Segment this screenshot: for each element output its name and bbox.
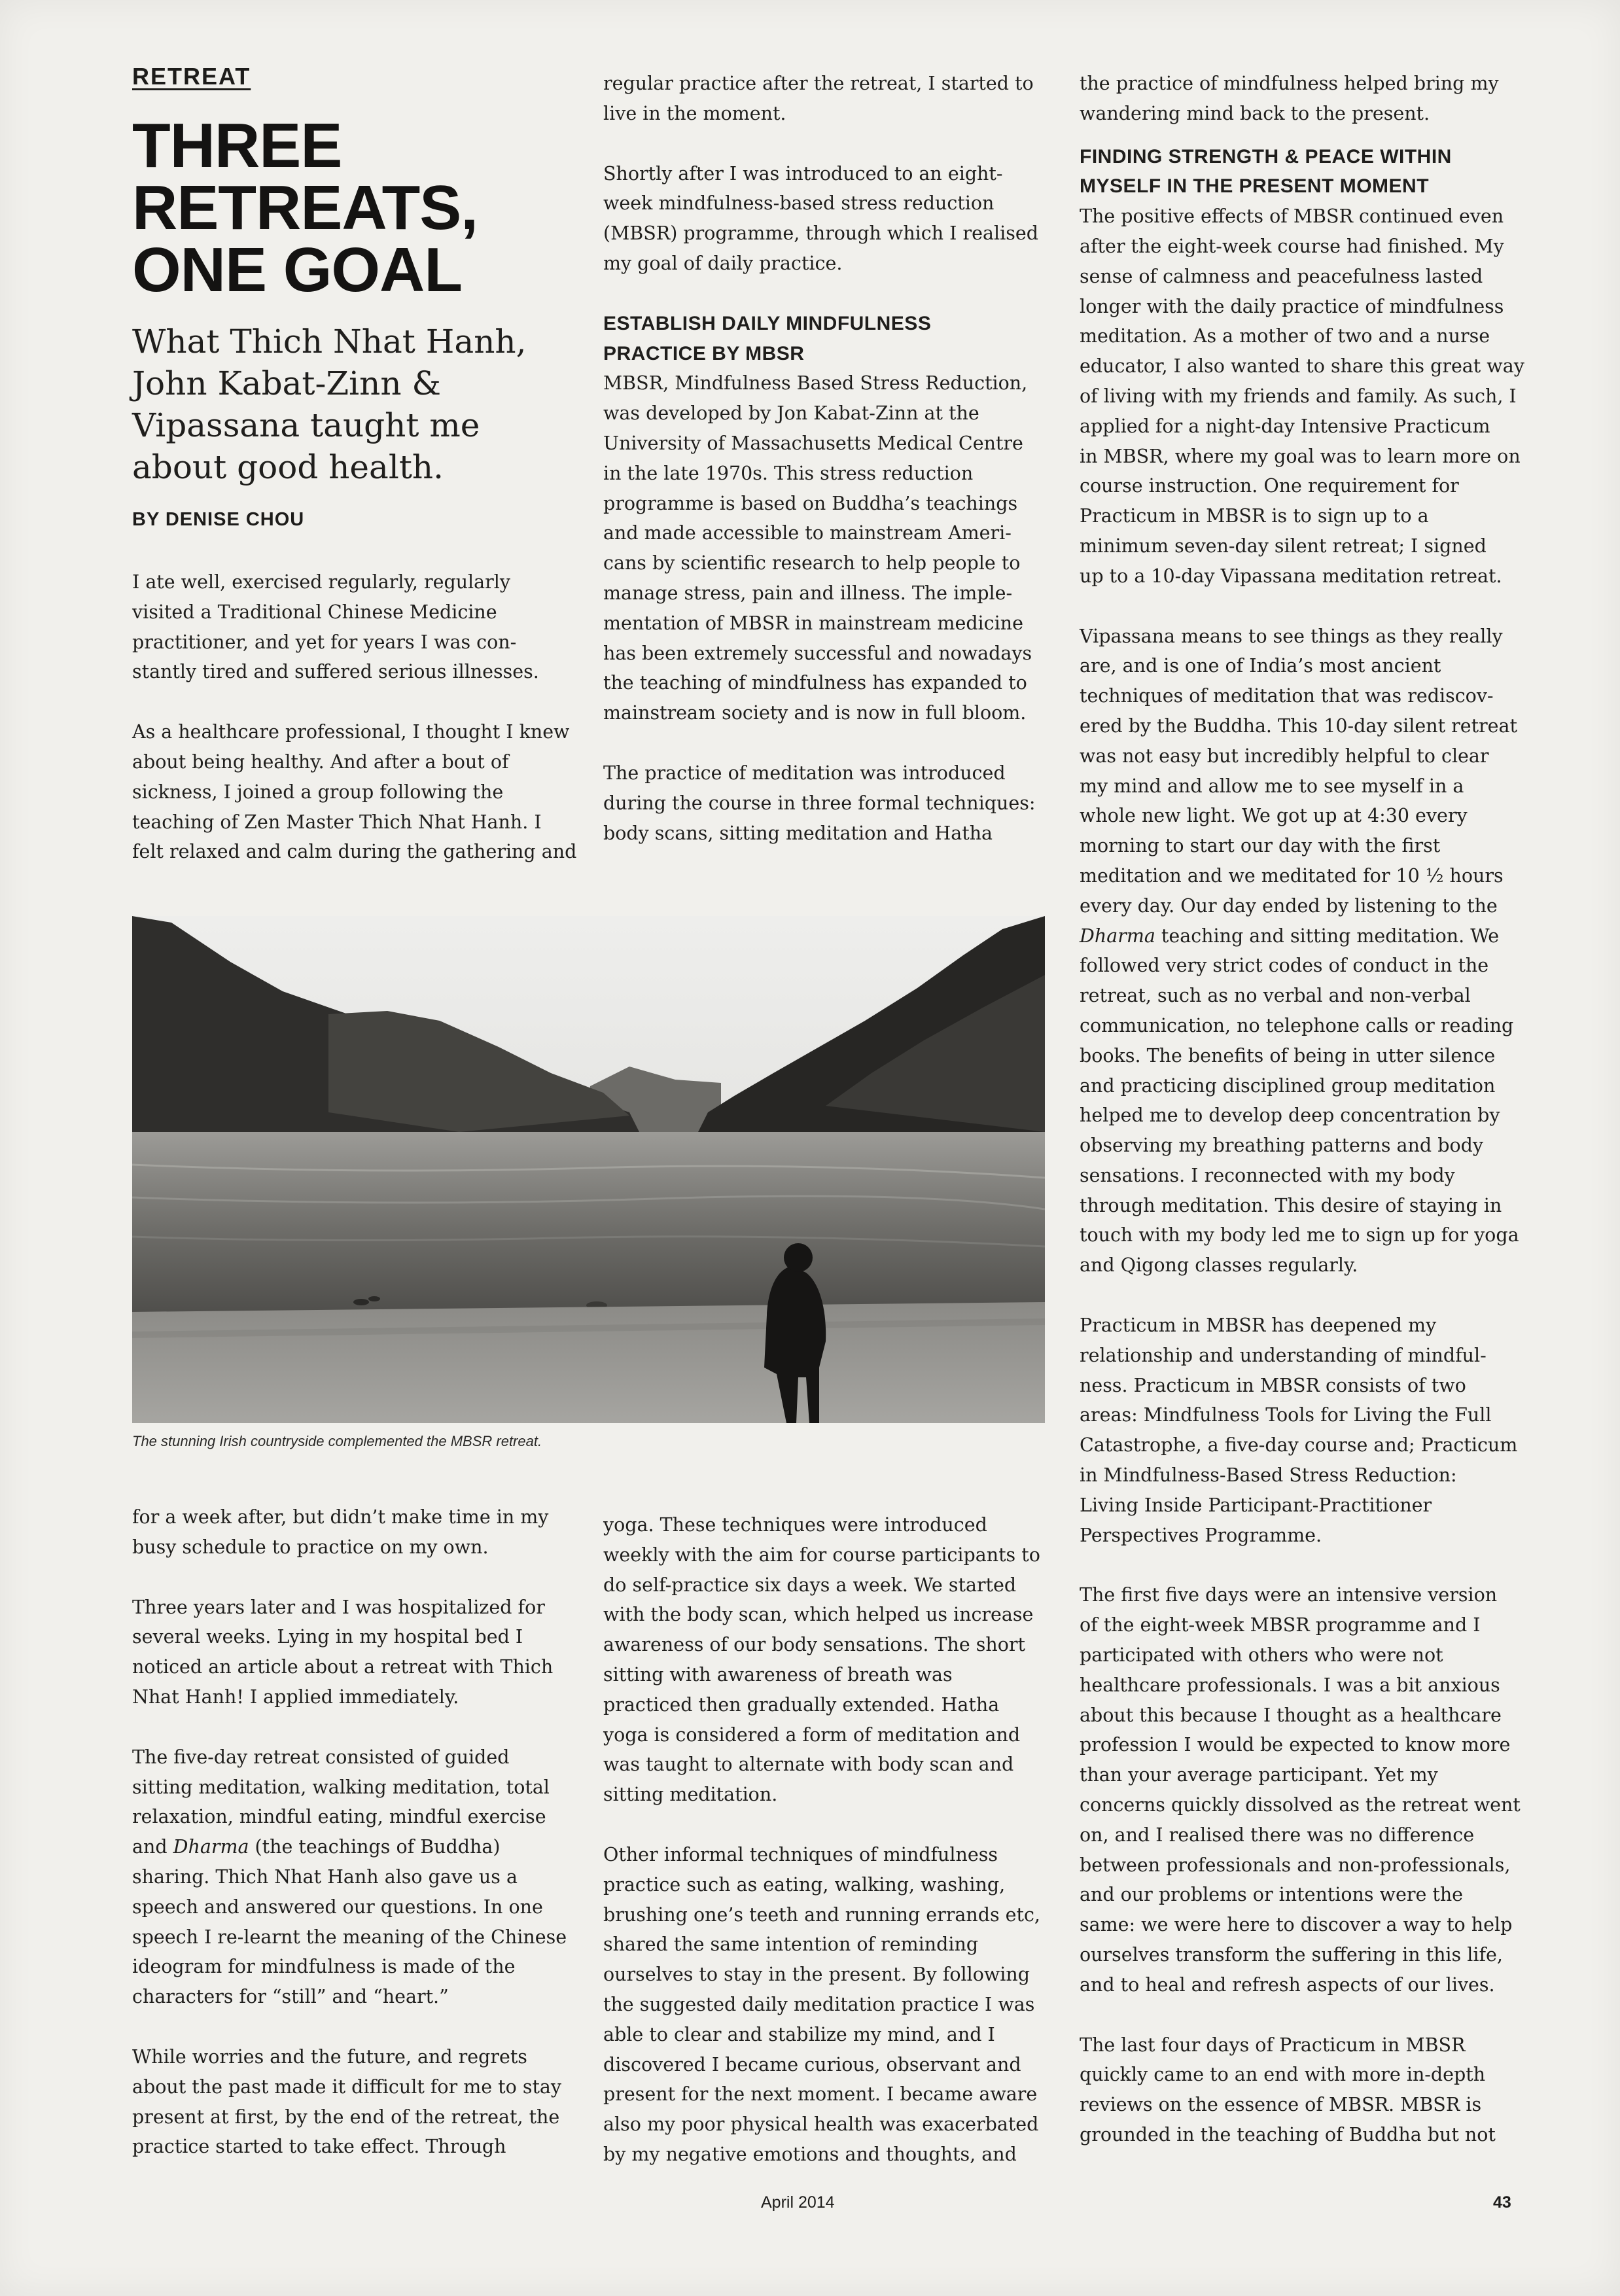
text-line: quickly came to an end with more in-depth: [1080, 2064, 1486, 2086]
text-line: and practicing disciplined group meditation: [1080, 1074, 1496, 1097]
text-line: yoga is considered a form of meditation and: [603, 1723, 1021, 1746]
standfirst-line: John Kabat-Zinn &: [132, 364, 441, 402]
text-line: my goal of daily practice.: [603, 252, 843, 274]
text-line: applied for a night-day Intensive Practicum: [1080, 415, 1490, 437]
text-line: practiced then gradually extended. Hatha: [603, 1693, 1000, 1716]
text-line: by my negative emotions and thoughts, and: [603, 2143, 1017, 2165]
text-line: manage stress, pain and illness. The imple-: [603, 582, 1013, 604]
text-line: Three years later and I was hospitalized for: [132, 1596, 545, 1618]
text-line: healthcare professionals. I was a bit anxious: [1080, 1674, 1500, 1696]
text-line: than your average participant. Yet my: [1080, 1764, 1438, 1786]
text-line: wandering mind back to the present.: [1080, 102, 1430, 124]
heading-line: MYSELF IN THE PRESENT MOMENT: [1080, 175, 1430, 198]
column-2-top: [603, 69, 1055, 848]
lake-landscape-image: [132, 916, 1045, 1423]
text-line: sense of calmness and peacefulness lasted: [1080, 265, 1483, 287]
text-line: profession I would be expected to know more: [1080, 1734, 1511, 1756]
paragraph: [132, 2042, 590, 2162]
text-line: University of Massachusetts Medical Centre: [603, 432, 1023, 454]
text-line: weekly with the aim for course participants to: [603, 1544, 1040, 1566]
text-line: also my poor physical health was exacerbated: [603, 2113, 1039, 2136]
text-line: after the eight-week course had finished. My: [1080, 235, 1504, 257]
text-line: sitting with awareness of breath was: [603, 1663, 953, 1686]
text-line: The five-day retreat consisted of guided: [132, 1746, 510, 1768]
section-heading: [1080, 142, 1531, 202]
text-line: Vipassana means to see things as they really: [1080, 625, 1503, 647]
paragraph: [603, 159, 1055, 279]
text-line: While worries and the future, and regrets: [132, 2045, 527, 2068]
text-line: course instruction. One requirement for: [1080, 475, 1459, 497]
text-line: Perspectives Programme.: [1080, 1524, 1322, 1546]
page-number: 43: [1493, 2193, 1511, 2212]
text-line: during the course in three formal techniques:: [603, 792, 1036, 814]
text-line: was developed by Jon Kabat-Zinn at the: [603, 402, 979, 425]
text-line: through meditation. This desire of staying in: [1080, 1194, 1502, 1216]
text-line: followed very strict codes of conduct in the: [1080, 955, 1489, 977]
text-line: every day. Our day ended by listening to the: [1080, 894, 1498, 917]
text-line: speech I re-learnt the meaning of the Chinese: [132, 1926, 567, 1948]
text-line: the teaching of mindfulness has expanded to: [603, 672, 1027, 694]
text-line: meditation. As a mother of two and a nurse: [1080, 325, 1490, 347]
text-line: and made accessible to mainstream Ameri-: [603, 522, 1012, 544]
text-line: Practicum in MBSR is to sign up to a: [1080, 505, 1429, 527]
text-line: The first five days were an intensive version: [1080, 1584, 1498, 1606]
text-line: The practice of meditation was introduced: [603, 762, 1006, 784]
paragraph: [1080, 202, 1531, 591]
byline: BY DENISE CHOU: [132, 509, 305, 530]
paragraph: [1080, 622, 1531, 1281]
text-line: Shortly after I was introduced to an eight-: [603, 162, 1003, 185]
text-line: several weeks. Lying in my hospital bed I: [132, 1626, 523, 1648]
text-line: sitting meditation.: [603, 1784, 778, 1806]
paragraph: [1080, 1580, 1531, 2000]
text-line: busy schedule to practice on my own.: [132, 1536, 489, 1558]
text-line: was taught to alternate with body scan and: [603, 1754, 1014, 1776]
text-line: yoga. These techniques were introduced: [603, 1514, 987, 1536]
text-line: Dharma teaching and sitting meditation. We: [1080, 925, 1500, 947]
text-line: present at first, by the end of the retreat, the: [132, 2106, 560, 2128]
column-1-bottom: [132, 1502, 590, 2162]
heading-line: PRACTICE BY MBSR: [603, 342, 805, 364]
text-line: Other informal techniques of mindfulness: [603, 1843, 998, 1865]
text-line: ideogram for mindfulness is made of the: [132, 1956, 516, 1978]
text-line: mainstream society and is now in full bloom.: [603, 702, 1027, 724]
text-line: was not easy but incredibly helpful to clear: [1080, 745, 1489, 767]
text-line: in MBSR, where my goal was to learn more on: [1080, 445, 1521, 467]
standfirst-line: What Thich Nhat Hanh,: [132, 323, 527, 361]
text-line: whole new light. We got up at 4:30 every: [1080, 805, 1468, 827]
text-line: books. The benefits of being in utter silence: [1080, 1044, 1496, 1067]
paragraph: [132, 1593, 590, 1712]
standfirst-line: Vipassana taught me: [132, 406, 480, 444]
headline-line: RETREATS,: [132, 173, 478, 243]
text-line: Practicum in MBSR has deepened my: [1080, 1315, 1437, 1337]
text-line: educator, I also wanted to share this great way: [1080, 355, 1524, 378]
text-line: participated with others who were not: [1080, 1644, 1443, 1667]
text-line: minimum seven-day silent retreat; I signed: [1080, 535, 1487, 557]
text-line: of the eight-week MBSR programme and I: [1080, 1614, 1481, 1636]
paragraph: [132, 1502, 590, 1563]
paragraph: [603, 368, 1055, 728]
text-line: in the late 1970s. This stress reduction: [603, 462, 974, 484]
text-line: reviews on the essence of MBSR. MBSR is: [1080, 2094, 1482, 2116]
section-kicker: RETREAT: [132, 63, 251, 90]
text-line: for a week after, but didn’t make time in my: [132, 1506, 549, 1528]
text-line: Catastrophe, a five-day course and; Practicum: [1080, 1434, 1518, 1457]
column-3: [1080, 69, 1531, 2150]
text-line: observing my breathing patterns and body: [1080, 1135, 1483, 1157]
text-line: and Dharma (the teachings of Buddha): [132, 1836, 501, 1858]
text-line: up to a 10-day Vipassana meditation retreat.: [1080, 565, 1502, 587]
text-line: live in the moment.: [603, 102, 786, 124]
text-line: noticed an article about a retreat with Thich: [132, 1656, 554, 1678]
text-line: teaching of Zen Master Thich Nhat Hanh. I: [132, 811, 542, 833]
text-line: my mind and allow me to see myself in a: [1080, 775, 1464, 797]
text-line: speech and answered our questions. In one: [132, 1896, 543, 1918]
text-line: techniques of meditation that was rediscov-: [1080, 685, 1494, 707]
text-line: awareness of our body sensations. The short: [603, 1634, 1025, 1656]
text-line: practitioner, and yet for years I was con-: [132, 631, 517, 653]
text-line: and Qigong classes regularly.: [1080, 1254, 1358, 1277]
text-line: shared the same intention of reminding: [603, 1934, 979, 1956]
issue-date: April 2014: [761, 2193, 835, 2212]
text-line: relationship and understanding of mindful-: [1080, 1344, 1487, 1366]
text-line: mentation of MBSR in mainstream medicine: [603, 612, 1023, 634]
paragraph: [603, 758, 1055, 848]
text-line: practice such as eating, walking, washing,: [603, 1873, 1006, 1896]
heading-line: FINDING STRENGTH & PEACE WITHIN: [1080, 145, 1452, 168]
paragraph: [1080, 69, 1531, 129]
text-line: felt relaxed and calm during the gathering and: [132, 841, 577, 863]
text-line: communication, no telephone calls or reading: [1080, 1014, 1514, 1036]
text-line: retreat, such as no verbal and non-verbal: [1080, 985, 1471, 1007]
text-line: has been extremely successful and nowadays: [603, 642, 1032, 664]
text-line: sharing. Thich Nhat Hanh also gave us a: [132, 1865, 518, 1888]
text-line: MBSR, Mindfulness Based Stress Reduction,: [603, 372, 1028, 395]
text-line: able to clear and stabilize my mind, and I: [603, 2023, 995, 2045]
standfirst: [132, 321, 584, 488]
text-line: characters for “still” and “heart.”: [132, 1986, 449, 2008]
text-line: of living with my friends and family. As such, I: [1080, 385, 1517, 407]
text-line: on, and I realised there was no difference: [1080, 1824, 1475, 1846]
text-line: with the body scan, which helped us increase: [603, 1604, 1034, 1626]
text-line: As a healthcare professional, I thought I knew: [132, 721, 570, 743]
text-line: ered by the Buddha. This 10-day silent retreat: [1080, 715, 1517, 737]
text-line: longer with the daily practice of mindfulness: [1080, 295, 1504, 317]
paragraph: [132, 1742, 590, 2012]
section-heading: [603, 309, 1055, 369]
text-line: about the past made it difficult for me to stay: [132, 2075, 562, 2098]
text-line: about this because I thought as a healthcare: [1080, 1704, 1502, 1726]
text-line: sitting meditation, walking meditation, total: [132, 1776, 550, 1798]
paragraph: [603, 1840, 1055, 2170]
text-line: morning to start our day with the first: [1080, 835, 1441, 857]
headline: [132, 111, 590, 305]
text-line: sickness, I joined a group following the: [132, 781, 504, 803]
text-line: in Mindfulness-Based Stress Reduction:: [1080, 1464, 1457, 1487]
text-line: helped me to develop deep concentration by: [1080, 1104, 1500, 1127]
text-line: I ate well, exercised regularly, regularly: [132, 571, 511, 593]
text-line: do self-practice six days a week. We started: [603, 1574, 1017, 1596]
paragraph: [603, 1510, 1055, 1810]
paragraph: [132, 717, 590, 867]
text-line: practice started to take effect. Through: [132, 2136, 506, 2158]
text-line: The last four days of Practicum in MBSR: [1080, 2034, 1466, 2056]
text-line: concerns quickly dissolved as the retreat went: [1080, 1794, 1521, 1816]
text-line: ourselves to stay in the present. By following: [603, 1964, 1030, 1986]
column-1-top: [132, 567, 590, 867]
text-line: stantly tired and suffered serious illnesses.: [132, 661, 539, 683]
text-line: brushing one’s teeth and running errands etc,: [603, 1903, 1040, 1926]
text-line: programme is based on Buddha’s teachings: [603, 492, 1018, 514]
text-line: meditation and we meditated for 10 ½ hours: [1080, 864, 1504, 887]
text-line: regular practice after the retreat, I started to: [603, 73, 1034, 94]
standfirst-line: about good health.: [132, 448, 444, 486]
text-line: body scans, sitting meditation and Hatha: [603, 822, 993, 844]
headline-line: ONE GOAL: [132, 235, 463, 305]
lake-photo: [132, 916, 1045, 1423]
headline-line: THREE: [132, 111, 342, 181]
text-line: week mindfulness-based stress reduction: [603, 192, 995, 215]
text-line: Nhat Hanh! I applied immediately.: [132, 1686, 459, 1708]
text-line: the suggested daily meditation practice I was: [603, 1993, 1035, 2015]
text-line: between professionals and non-professionals,: [1080, 1854, 1511, 1876]
paragraph: [603, 69, 1055, 129]
text-line: are, and is one of India’s most ancient: [1080, 655, 1441, 677]
text-line: grounded in the teaching of Buddha but not: [1080, 2124, 1496, 2146]
text-line: and to heal and refresh aspects of our lives.: [1080, 1973, 1495, 1996]
text-line: touch with my body led me to sign up for yoga: [1080, 1224, 1519, 1246]
text-line: cans by scientific research to help people to: [603, 552, 1021, 574]
photo-caption: The stunning Irish countryside complemented the MBSR retreat.: [132, 1433, 542, 1449]
text-line: present for the next moment. I became aware: [603, 2083, 1038, 2106]
column-2-bottom: [603, 1510, 1055, 2170]
text-line: relaxation, mindful eating, mindful exercise: [132, 1806, 546, 1828]
paragraph: [1080, 1311, 1531, 1550]
text-line: sensations. I reconnected with my body: [1080, 1164, 1455, 1186]
text-line: The positive effects of MBSR continued even: [1080, 205, 1504, 228]
text-line: Living Inside Participant-Practitioner: [1080, 1494, 1432, 1516]
text-line: about being healthy. And after a bout of: [132, 751, 509, 773]
paragraph: [132, 567, 590, 687]
heading-line: ESTABLISH DAILY MINDFULNESS: [603, 312, 932, 334]
text-line: ourselves transform the suffering in this life,: [1080, 1944, 1503, 1966]
text-line: discovered I became curious, observant and: [603, 2053, 1021, 2075]
text-line: areas: Mindfulness Tools for Living the Full: [1080, 1404, 1492, 1426]
text-line: visited a Traditional Chinese Medicine: [132, 601, 497, 623]
text-line: and our problems or intentions were the: [1080, 1884, 1464, 1906]
text-line: the practice of mindfulness helped bring my: [1080, 73, 1499, 94]
text-line: (MBSR) programme, through which I realised: [603, 222, 1038, 245]
paragraph: [1080, 2030, 1531, 2150]
text-line: ness. Practicum in MBSR consists of two: [1080, 1374, 1466, 1396]
text-line: same: we were here to discover a way to help: [1080, 1914, 1513, 1936]
